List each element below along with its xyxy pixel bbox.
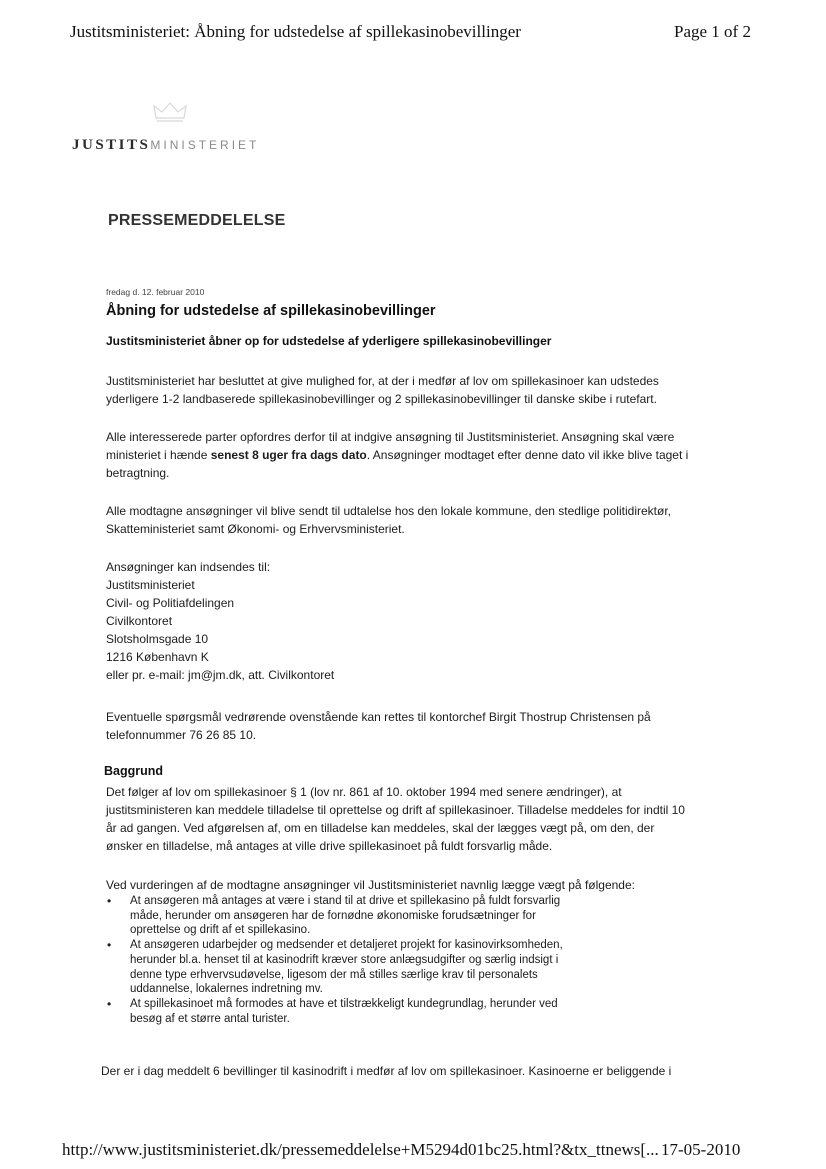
closing-paragraph bbox=[101, 1062, 731, 1080]
criteria-item bbox=[104, 894, 624, 938]
address-email-line: eller pr. e-mail: jm@jm.dk, att. Civilkontoret bbox=[106, 668, 335, 682]
address-block bbox=[106, 558, 736, 684]
address-line: Justitsministeriet bbox=[106, 578, 195, 592]
criteria-line: oprettelse og drift af et spillekasino. bbox=[130, 924, 311, 937]
deadline-emphasis: senest 8 uger fra dags dato bbox=[210, 448, 367, 462]
release-date: fredag d. 12. februar 2010 bbox=[106, 287, 205, 297]
print-header-title: Justitsministeriet: Åbning for udstedelse af spillekasinobevillinger bbox=[70, 22, 521, 41]
criteria-line: At ansøgeren udarbejder og medsender et detaljeret projekt for kasinovirksomheden, bbox=[130, 939, 563, 952]
intro-paragraph bbox=[106, 372, 736, 408]
criteria-line: herunder bl.a. henset til at kasinodrift kræver store anlægsudgifter og særlig indsigt i bbox=[130, 953, 559, 966]
logo-light-text: MINISTERIET bbox=[150, 138, 260, 152]
crown-icon bbox=[150, 100, 190, 124]
criteria-item bbox=[104, 938, 624, 997]
paragraph-line: Alle modtagne ansøgninger vil blive sendt til udtalelse hos den lokale kommune, den stedlige politidirektør, bbox=[106, 504, 671, 518]
paragraph-line: Eventuelle spørgsmål vedrørende ovenstående kan rettes til kontorchef Birgit Thostrup Christensen på bbox=[106, 710, 651, 724]
paragraph-line: telefonnummer 76 26 85 10. bbox=[106, 728, 257, 742]
deadline-prefix: ministeriet i hænde bbox=[106, 448, 211, 462]
criteria-line: At spillekasinoet må formodes at have et tilstrækkeligt kundegrundlag, herunder ved bbox=[130, 997, 558, 1010]
paragraph-line: Ved vurderingen af de modtagne ansøgninger vil Justitsministeriet navnlig lægge vægt på følgende: bbox=[106, 878, 635, 892]
criteria-line: denne type erhvervsudøvelse, ligesom der må stilles særlige krav til personalets bbox=[130, 968, 538, 981]
background-paragraph bbox=[106, 783, 736, 855]
paragraph-line: Der er i dag meddelt 6 bevillinger til kasinodrift i medfør af lov om spillekasinoer. Kasinoerne er beliggende i bbox=[101, 1064, 672, 1078]
ministry-logo bbox=[72, 136, 259, 154]
document-subtitle: Justitsministeriet åbner op for udstedelse af yderligere spillekasinobevillinger bbox=[106, 334, 552, 348]
criteria-line: besøg af et større antal turister. bbox=[130, 1012, 290, 1025]
criteria-list bbox=[104, 894, 624, 1026]
application-deadline-paragraph bbox=[106, 428, 736, 482]
paragraph-line: justitsministeren kan meddele tilladelse til oprettelse og drift af spillekasinoer. Tilladelse meddeles for indtil 10 bbox=[106, 803, 685, 817]
criteria-line: uddannelse, lokalernes indretning mv. bbox=[130, 983, 323, 996]
criteria-intro bbox=[106, 876, 736, 894]
print-footer-date: 17-05-2010 bbox=[661, 1140, 741, 1159]
paragraph-line: Alle interesserede parter opfordres derfor til at indgive ansøgning til Justitsministeriet. Ansøgning skal være bbox=[106, 430, 675, 444]
press-release-heading: PRESSEMEDDELELSE bbox=[108, 212, 286, 229]
address-line: Slotsholmsgade 10 bbox=[106, 632, 209, 646]
address-line: 1216 København K bbox=[106, 650, 209, 664]
paragraph-line: år ad gangen. Ved afgørelsen af, om en tilladelse kan meddeles, skal der lægges vægt på, om den, der bbox=[106, 821, 655, 835]
paragraph-line: Justitsministeriet har besluttet at give mulighed for, at der i medfør af lov om spillekasinoer kan udstedes bbox=[106, 374, 659, 388]
contact-paragraph bbox=[106, 708, 736, 744]
print-page-number: Page 1 of 2 bbox=[674, 22, 751, 41]
document-title: Åbning for udstedelse af spillekasinobevillinger bbox=[106, 303, 436, 319]
address-line: Civil- og Politiafdelingen bbox=[106, 596, 235, 610]
logo-bold-text: JUSTITS bbox=[72, 137, 151, 153]
bullet-icon: • bbox=[107, 938, 112, 953]
deadline-suffix: . Ansøgninger modtaget efter denne dato vil ikke blive taget i bbox=[366, 448, 689, 462]
paragraph-line: betragtning. bbox=[106, 466, 170, 480]
paragraph-line: Det følger af lov om spillekasinoer § 1 (lov nr. 861 af 10. oktober 1994 med senere ændringer), at bbox=[106, 785, 622, 799]
bullet-icon: • bbox=[107, 996, 112, 1011]
criteria-line: At ansøgeren må antages at være i stand til at drive et spillekasino på fuldt forsvarlig bbox=[130, 895, 561, 907]
background-heading: Baggrund bbox=[104, 764, 164, 778]
address-line: Ansøgninger kan indsendes til: bbox=[106, 560, 271, 574]
bullet-icon: • bbox=[107, 894, 112, 908]
paragraph-line: yderligere 1-2 landbaserede spillekasinobevillinger og 2 spillekasinobevillinger til danske skibe i rutefart. bbox=[106, 392, 657, 406]
paragraph-line-deadline bbox=[106, 446, 736, 464]
paragraph-line: ønsker en tilladelse, må antages at ville drive spillekasinoet på fuldt forsvarlig måde. bbox=[106, 839, 553, 853]
address-line: Civilkontoret bbox=[106, 614, 173, 628]
consultation-paragraph bbox=[106, 502, 736, 538]
criteria-item bbox=[104, 997, 624, 1026]
paragraph-line: Skatteministeriet samt Økonomi- og Erhvervsministeriet. bbox=[106, 522, 405, 536]
criteria-line: måde, herunder om ansøgeren har de fornødne økonomiske forudsætninger for bbox=[130, 909, 536, 922]
print-footer-url: http://www.justitsministeriet.dk/pressemeddelelse+M5294d01bc25.html?&tx_ttnews[... bbox=[62, 1140, 659, 1159]
